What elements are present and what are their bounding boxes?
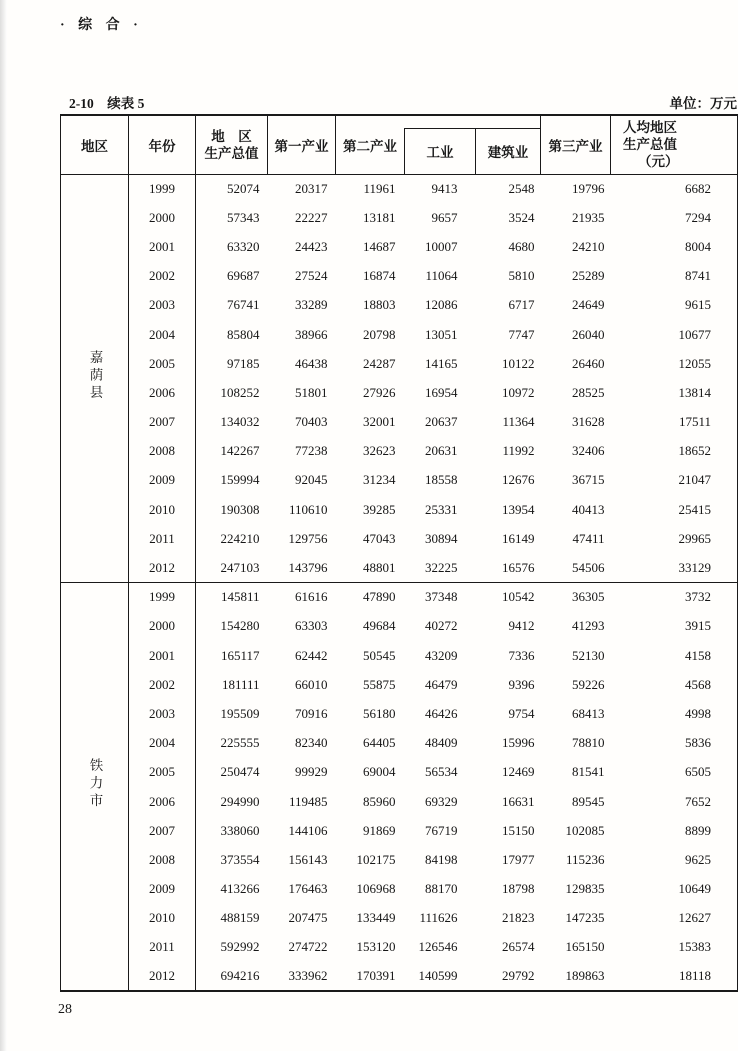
chapter-mark: · 综 合 · [60, 18, 143, 33]
gdp-value: 154280 [220, 618, 260, 634]
primary-value: 143796 [288, 559, 328, 575]
percapita-value: 3915 [685, 618, 712, 634]
percapita-value: 6505 [685, 764, 712, 780]
tertiary-value: 147235 [565, 910, 605, 926]
primary-value: 20317 [295, 180, 328, 196]
secondary-value: 14687 [363, 238, 396, 254]
header-percapita-line2: 生产总值 [623, 137, 678, 153]
table-row [61, 933, 738, 962]
construction-value: 15996 [502, 735, 535, 751]
primary-value: 129756 [288, 530, 328, 546]
table-row [61, 466, 738, 495]
year-cell: 2005 [129, 758, 196, 787]
gdp-value: 69687 [227, 268, 260, 284]
construction-value: 16576 [502, 559, 535, 575]
table-row [61, 349, 738, 378]
year-cell: 2001 [129, 232, 196, 261]
construction-value: 6717 [508, 297, 535, 313]
tertiary-value: 24649 [572, 297, 605, 313]
header-secondary-group [336, 115, 541, 174]
secondary-value: 49684 [363, 618, 396, 634]
industry-value: 16954 [425, 384, 458, 400]
construction-value: 12469 [502, 764, 535, 780]
header-gdp [196, 115, 268, 174]
header-per-capita-gdp [611, 115, 738, 174]
construction-value: 7336 [508, 647, 535, 663]
header-gdp-line1: 地 区 [211, 128, 252, 144]
gdp-value: 294990 [220, 793, 260, 809]
construction-value: 3524 [508, 209, 535, 225]
region-vertical-text: 嘉荫县 [87, 350, 103, 403]
industry-value: 84198 [425, 851, 458, 867]
percapita-value: 29965 [678, 530, 712, 546]
industry-value: 14165 [425, 355, 458, 371]
table-caption-row [60, 92, 737, 112]
tertiary-value: 40413 [572, 501, 605, 517]
industry-value: 32225 [425, 559, 458, 575]
region-section-jiayin [61, 174, 738, 583]
industry-value: 56534 [425, 764, 458, 780]
gdp-value: 250474 [220, 764, 260, 780]
table-row [61, 787, 738, 816]
construction-value: 21823 [502, 910, 535, 926]
tertiary-value: 36715 [572, 472, 605, 488]
industry-value: 10007 [425, 238, 458, 254]
percapita-value: 10649 [678, 881, 712, 897]
tertiary-value: 26040 [572, 326, 605, 342]
secondary-value: 11961 [363, 180, 396, 196]
industry-value: 9413 [431, 180, 458, 196]
year-cell: 2006 [129, 787, 196, 816]
percapita-value: 33129 [678, 559, 712, 575]
year-cell: 2003 [129, 699, 196, 728]
region-section-tieli [61, 583, 738, 992]
construction-value: 7747 [508, 326, 535, 342]
industry-value: 30894 [425, 530, 458, 546]
primary-value: 156143 [288, 851, 328, 867]
primary-value: 70403 [295, 414, 328, 430]
gdp-value: 592992 [220, 939, 260, 955]
secondary-value: 91869 [363, 822, 396, 838]
construction-value: 16149 [502, 530, 535, 546]
year-cell: 2005 [129, 349, 196, 378]
secondary-value: 13181 [363, 209, 396, 225]
table-code: 2-10 续表 5 [69, 96, 145, 111]
primary-value: 33289 [295, 297, 328, 313]
secondary-value: 106968 [356, 881, 396, 897]
table-row [61, 758, 738, 787]
percapita-value: 12627 [678, 910, 712, 926]
secondary-value: 16874 [363, 268, 396, 284]
primary-value: 82340 [295, 735, 328, 751]
table-row [61, 174, 738, 203]
gdp-value: 165117 [220, 647, 260, 663]
header-gdp-line2: 生产总值 [204, 145, 259, 161]
construction-value: 9396 [508, 676, 535, 692]
table-row [61, 524, 738, 553]
primary-value: 333962 [288, 968, 328, 984]
percapita-value: 10677 [678, 326, 712, 342]
industry-value: 126546 [418, 939, 458, 955]
tertiary-value: 52130 [572, 647, 605, 663]
year-cell: 2002 [129, 262, 196, 291]
construction-value: 29792 [502, 968, 535, 984]
industry-value: 20631 [425, 443, 458, 459]
tertiary-value: 78810 [572, 735, 605, 751]
industry-value: 25331 [425, 501, 458, 517]
industry-value: 11064 [425, 268, 458, 284]
primary-value: 24423 [295, 238, 328, 254]
industry-value: 13051 [425, 326, 458, 342]
secondary-value: 27926 [363, 384, 396, 400]
percapita-value: 8004 [685, 238, 712, 254]
industry-value: 40272 [425, 618, 458, 634]
construction-value: 13954 [502, 501, 535, 517]
primary-value: 110610 [288, 501, 328, 517]
tertiary-value: 115236 [565, 851, 605, 867]
gdp-value: 97185 [227, 355, 260, 371]
percapita-value: 9615 [685, 297, 712, 313]
year-cell: 2007 [129, 816, 196, 845]
tertiary-value: 21935 [572, 209, 605, 225]
year-cell: 2000 [129, 612, 196, 641]
tertiary-value: 31628 [572, 414, 605, 430]
gdp-value: 694216 [220, 968, 260, 984]
page-number: 28 [58, 1002, 72, 1017]
secondary-value: 102175 [356, 851, 396, 867]
gdp-value: 190308 [220, 501, 260, 517]
header-percapita-line3: （元） [638, 154, 679, 170]
year-cell: 2008 [129, 437, 196, 466]
table-row [61, 962, 738, 991]
table-row [61, 378, 738, 407]
primary-value: 61616 [295, 589, 328, 605]
gdp-value: 76741 [227, 297, 260, 313]
primary-value: 66010 [295, 676, 328, 692]
tertiary-value: 41293 [572, 618, 605, 634]
construction-value: 11364 [502, 414, 535, 430]
tertiary-value: 26460 [572, 355, 605, 371]
primary-value: 70916 [295, 705, 328, 721]
tertiary-value: 102085 [565, 822, 605, 838]
secondary-value: 47043 [363, 530, 396, 546]
tertiary-value: 19796 [572, 180, 605, 196]
primary-value: 63303 [295, 618, 328, 634]
gdp-value: 181111 [221, 676, 260, 692]
percapita-value: 13814 [678, 384, 712, 400]
tertiary-value: 59226 [572, 676, 605, 692]
construction-value: 9754 [508, 705, 535, 721]
secondary-value: 69004 [363, 764, 396, 780]
header-percapita-line1: 人均地区 [623, 120, 678, 136]
construction-value: 18798 [502, 881, 535, 897]
gdp-value: 338060 [220, 822, 260, 838]
gdp-value: 134032 [220, 414, 260, 430]
percapita-value: 6682 [685, 180, 712, 196]
gdp-value: 145811 [220, 589, 260, 605]
table-row [61, 495, 738, 524]
percapita-value: 5836 [685, 735, 712, 751]
scan-edge-shadow [0, 0, 7, 1051]
industry-value: 76719 [425, 822, 458, 838]
industry-value: 48409 [425, 735, 458, 751]
year-cell: 2003 [129, 291, 196, 320]
table-row [61, 408, 738, 437]
year-cell: 2010 [129, 495, 196, 524]
industry-value: 69329 [425, 793, 458, 809]
gdp-value: 373554 [220, 851, 260, 867]
gdp-value: 488159 [220, 910, 260, 926]
table-row [61, 583, 738, 612]
gdp-value: 63320 [227, 238, 260, 254]
construction-value: 4680 [508, 238, 535, 254]
region-label [61, 583, 129, 992]
table-row [61, 875, 738, 904]
year-cell: 2001 [129, 641, 196, 670]
primary-value: 46438 [295, 355, 328, 371]
year-cell: 2008 [129, 845, 196, 874]
primary-value: 51801 [295, 384, 328, 400]
year-cell: 1999 [129, 174, 196, 203]
industry-value: 88170 [425, 881, 458, 897]
secondary-value: 18803 [363, 297, 396, 313]
percapita-value: 4998 [685, 705, 712, 721]
industry-value: 111626 [419, 910, 458, 926]
secondary-value: 32001 [363, 414, 396, 430]
construction-value: 9412 [508, 618, 535, 634]
secondary-value: 170391 [356, 968, 396, 984]
table-row [61, 670, 738, 699]
gdp-value: 225555 [220, 735, 260, 751]
secondary-value: 50545 [363, 647, 396, 663]
gdp-value: 57343 [227, 209, 260, 225]
secondary-value: 47890 [363, 589, 396, 605]
gdp-value: 108252 [220, 384, 260, 400]
header-secondary-industry: 第二产业 [343, 138, 397, 154]
primary-value: 144106 [288, 822, 328, 838]
secondary-value: 153120 [356, 939, 396, 955]
gdp-value: 52074 [227, 180, 260, 196]
secondary-value: 31234 [363, 472, 396, 488]
primary-value: 22227 [295, 209, 328, 225]
secondary-value: 39285 [363, 501, 396, 517]
percapita-value: 17511 [678, 414, 712, 430]
region-vertical-text: 铁力市 [87, 758, 103, 811]
tertiary-value: 25289 [572, 268, 605, 284]
primary-value: 176463 [288, 881, 328, 897]
industry-value: 9657 [431, 209, 458, 225]
construction-value: 11992 [502, 443, 535, 459]
table-row [61, 262, 738, 291]
industry-value: 37348 [425, 589, 458, 605]
secondary-value: 20798 [363, 326, 396, 342]
table-row [61, 291, 738, 320]
table-row [61, 553, 738, 582]
gdp-value: 224210 [220, 530, 260, 546]
construction-value: 26574 [502, 939, 535, 955]
tertiary-value: 68413 [572, 705, 605, 721]
year-cell: 2004 [129, 729, 196, 758]
gdp-value: 85804 [227, 326, 260, 342]
secondary-value: 32623 [363, 443, 396, 459]
year-cell: 2009 [129, 466, 196, 495]
primary-value: 92045 [295, 472, 328, 488]
primary-value: 207475 [288, 910, 328, 926]
tertiary-value: 89545 [572, 793, 605, 809]
tertiary-value: 81541 [572, 764, 605, 780]
tertiary-value: 189863 [565, 968, 605, 984]
table-row [61, 904, 738, 933]
percapita-value: 15383 [678, 939, 712, 955]
primary-value: 77238 [295, 443, 328, 459]
year-cell: 1999 [129, 583, 196, 612]
construction-value: 5810 [508, 268, 535, 284]
industry-value: 140599 [418, 968, 458, 984]
table-row [61, 816, 738, 845]
year-cell: 2011 [129, 933, 196, 962]
secondary-value: 133449 [356, 910, 396, 926]
table-row [61, 845, 738, 874]
industry-value: 46426 [425, 705, 458, 721]
construction-value: 10542 [502, 589, 535, 605]
header-year: 年份 [129, 115, 196, 174]
table-header [61, 115, 738, 174]
gdp-value: 413266 [220, 881, 260, 897]
year-cell: 2011 [129, 524, 196, 553]
year-cell: 2006 [129, 378, 196, 407]
year-cell: 2009 [129, 875, 196, 904]
secondary-value: 85960 [363, 793, 396, 809]
unit-note: 单位：万元 [669, 96, 737, 111]
year-cell: 2012 [129, 962, 196, 991]
primary-value: 38966 [295, 326, 328, 342]
table-row [61, 203, 738, 232]
header-row [61, 115, 738, 174]
percapita-value: 7294 [685, 209, 712, 225]
secondary-value: 64405 [363, 735, 396, 751]
header-primary-industry: 第一产业 [268, 115, 336, 174]
year-cell: 2004 [129, 320, 196, 349]
header-industry: 工业 [405, 129, 476, 174]
year-cell: 2010 [129, 904, 196, 933]
header-region: 地区 [61, 115, 129, 174]
percapita-value: 18652 [678, 443, 712, 459]
year-cell: 2002 [129, 670, 196, 699]
header-construction: 建筑业 [487, 145, 529, 161]
industry-value: 46479 [425, 676, 458, 692]
gdp-value: 247103 [220, 559, 260, 575]
tertiary-value: 24210 [572, 238, 605, 254]
percapita-value: 9625 [685, 851, 712, 867]
secondary-value: 55875 [363, 676, 396, 692]
industry-value: 18558 [425, 472, 458, 488]
primary-value: 27524 [295, 268, 328, 284]
percapita-value: 7652 [685, 793, 712, 809]
tertiary-value: 32406 [572, 443, 605, 459]
primary-value: 119485 [288, 793, 328, 809]
tertiary-value: 165150 [565, 939, 605, 955]
year-cell: 2007 [129, 408, 196, 437]
industry-value: 20637 [425, 414, 458, 430]
table-row [61, 641, 738, 670]
percapita-value: 8741 [685, 268, 712, 284]
year-cell: 2012 [129, 553, 196, 582]
gdp-value: 159994 [220, 472, 260, 488]
gdp-value: 142267 [220, 443, 260, 459]
table-row [61, 699, 738, 728]
gdp-value: 195509 [220, 705, 260, 721]
region-label [61, 174, 129, 583]
secondary-subheader-box [404, 128, 540, 174]
table-row [61, 320, 738, 349]
table-row [61, 232, 738, 261]
table-row [61, 612, 738, 641]
statistics-table [60, 114, 738, 992]
construction-value: 10972 [502, 384, 535, 400]
percapita-value: 4568 [685, 676, 712, 692]
construction-value: 12676 [502, 472, 535, 488]
primary-value: 99929 [295, 764, 328, 780]
primary-value: 62442 [295, 647, 328, 663]
industry-value: 12086 [425, 297, 458, 313]
percapita-value: 4158 [685, 647, 712, 663]
tertiary-value: 47411 [572, 530, 605, 546]
tertiary-value: 129835 [565, 881, 605, 897]
percapita-value: 3732 [685, 589, 712, 605]
primary-value: 274722 [288, 939, 328, 955]
table-row [61, 437, 738, 466]
construction-value: 17977 [502, 851, 535, 867]
percapita-value: 25415 [678, 501, 712, 517]
construction-value: 10122 [502, 355, 535, 371]
percapita-value: 21047 [678, 472, 712, 488]
year-cell: 2000 [129, 203, 196, 232]
tertiary-value: 36305 [572, 589, 605, 605]
secondary-value: 24287 [363, 355, 396, 371]
industry-value: 43209 [425, 647, 458, 663]
secondary-value: 48801 [363, 559, 396, 575]
tertiary-value: 28525 [572, 384, 605, 400]
percapita-value: 8899 [685, 822, 712, 838]
header-tertiary-industry: 第三产业 [541, 115, 611, 174]
percapita-value: 12055 [678, 355, 712, 371]
construction-value: 16631 [502, 793, 535, 809]
construction-value: 2548 [508, 180, 535, 196]
secondary-value: 56180 [363, 705, 396, 721]
construction-value: 15150 [502, 822, 535, 838]
percapita-value: 18118 [678, 968, 712, 984]
tertiary-value: 54506 [572, 559, 605, 575]
table-row [61, 729, 738, 758]
